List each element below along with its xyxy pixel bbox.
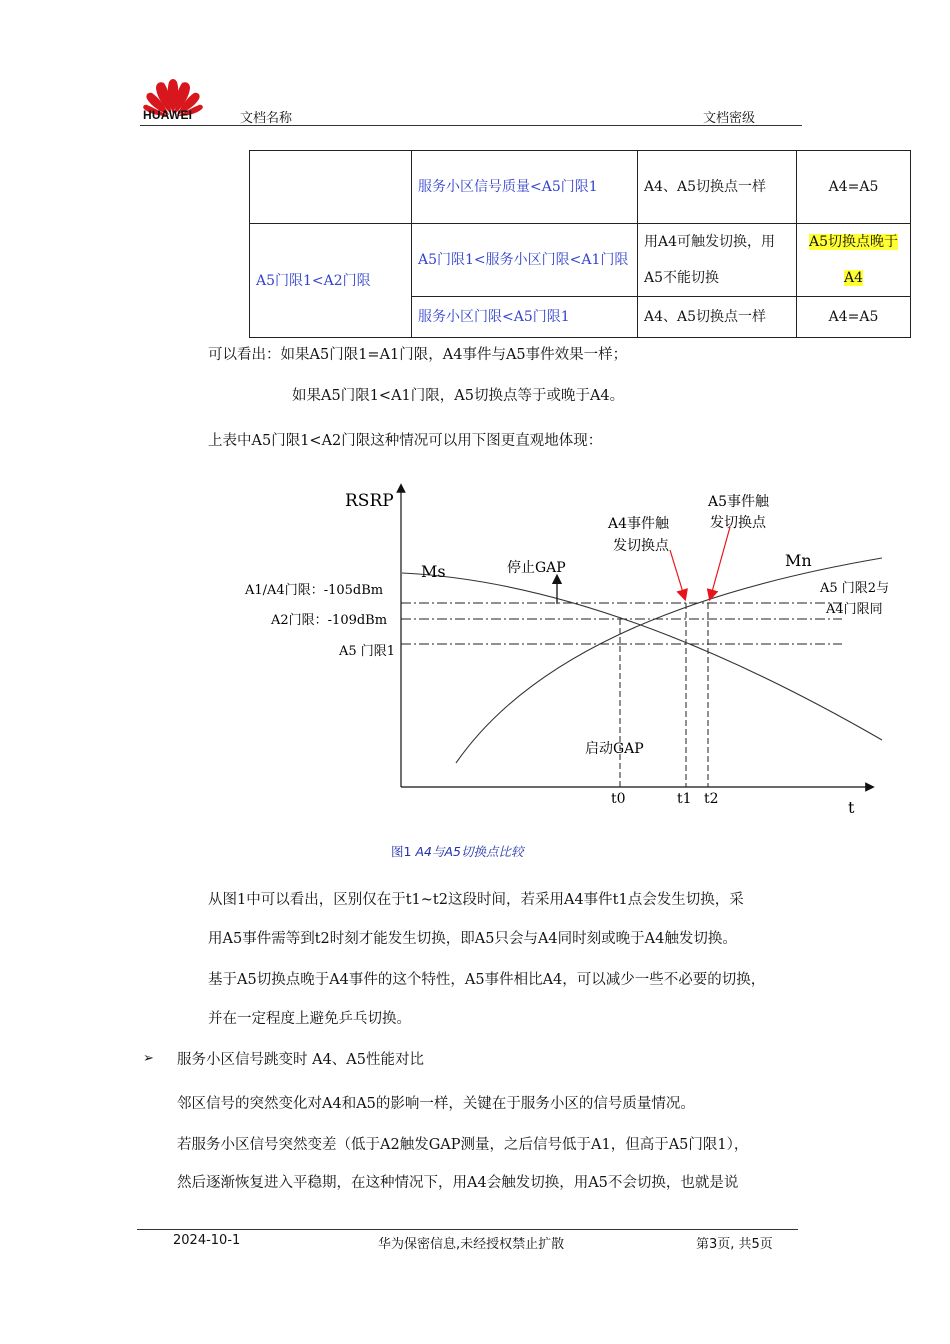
caption-text: A4与A5切换点比较 [415, 844, 524, 859]
ms-curve-label: Ms [421, 562, 446, 581]
table-cell: A5门限1<服务小区门限<A1门限 [412, 224, 638, 297]
stop-gap-label: 停止GAP [507, 560, 566, 576]
footer-page-number: 第3页, 共5页 [696, 1237, 773, 1252]
x-axis-label: t [848, 798, 855, 817]
y-axis-label: RSRP [345, 491, 394, 511]
a2-threshold-label: A2门限：-109dBm [271, 613, 388, 628]
table-cell: A4、A5切换点一样 [638, 151, 797, 224]
bullet-arrow-icon: ➢ [143, 1051, 154, 1066]
paragraph: 然后逐渐恢复进入平稳期，在这种情况下，用A4会触发切换，用A5不会切换，也就是说 [177, 1175, 739, 1191]
paragraph: 并在一定程度上避免乒乓切换。 [208, 1011, 411, 1027]
table-row [250, 151, 911, 224]
footer-date: 2024-10-1 [173, 1233, 241, 1248]
paragraph: 用A5事件需等到t2时刻才能发生切换，即A5只会与A4同时刻或晚于A4触发切换。 [208, 931, 737, 947]
mn-curve [456, 558, 882, 763]
paragraph: 从图1中可以看出，区别仅在于t1~t2这段时间，若采用A4事件t1点会发生切换，采 [208, 892, 744, 908]
mn-curve-label: Mn [785, 551, 812, 570]
a4-trigger-label: 发切换点 [613, 538, 669, 554]
a5-threshold2-label: A5 门限2与 [820, 581, 890, 596]
highlighted-text: A5切换点晚于A4 [808, 234, 899, 286]
paragraph: 如果A5门限1<A1门限，A5切换点等于或晚于A4。 [292, 388, 625, 404]
table-cell [250, 151, 412, 224]
a5-threshold1-label: A5 门限1 [339, 644, 396, 659]
table-cell: 服务小区信号质量<A5门限1 [412, 151, 638, 224]
footer-divider [137, 1229, 798, 1230]
paragraph: 可以看出：如果A5门限1=A1门限，A4事件与A5事件效果一样； [208, 347, 628, 363]
bullet-heading: 服务小区信号跳变时 A4、A5性能对比 [177, 1052, 425, 1068]
comparison-table [249, 150, 911, 338]
footer-notice: 华为保密信息,未经授权禁止扩散 [378, 1237, 565, 1252]
huawei-logo-text: HUAWEI [143, 108, 193, 122]
t2-label: t2 [704, 791, 719, 807]
a1a4-threshold-label: A1/A4门限：-105dBm [245, 583, 384, 598]
table-cell: 服务小区门限<A5门限1 [412, 297, 638, 338]
a4-trigger-label: A4事件触 [608, 516, 670, 532]
header-doc-secret: 文档密级 [703, 111, 756, 126]
rsrp-chart [230, 478, 890, 823]
t0-label: t0 [611, 791, 626, 807]
table-cell: A4、A5切换点一样 [638, 297, 797, 338]
start-gap-label: 启动GAP [585, 741, 644, 757]
a4-trigger-arrow [670, 550, 685, 599]
table-cell: A5门限1<A2门限 [250, 224, 412, 338]
table-cell: A4=A5 [797, 297, 911, 338]
caption-prefix: 图1 [391, 844, 412, 859]
figure-caption [391, 842, 523, 860]
a5-trigger-label: A5事件触 [708, 494, 770, 510]
header-doc-name: 文档名称 [240, 111, 293, 126]
paragraph: 邻区信号的突然变化对A4和A5的影响一样，关键在于服务小区的信号质量情况。 [177, 1096, 695, 1112]
t1-label: t1 [677, 791, 692, 807]
a5-threshold2-label: A4门限同 [826, 602, 883, 617]
table-row [250, 224, 911, 297]
a5-trigger-label: 发切换点 [710, 515, 766, 531]
table-cell: 用A4可触发切换，用A5不能切换 [638, 224, 797, 297]
paragraph: 基于A5切换点晚于A4事件的这个特性，A5事件相比A4，可以减少一些不必要的切换， [208, 972, 766, 988]
table-cell-highlight [797, 224, 911, 297]
ms-curve [402, 573, 882, 740]
table-cell: A4=A5 [797, 151, 911, 224]
paragraph: 若服务小区信号突然变差（低于A2触发GAP测量，之后信号低于A1，但高于A5门限1）， [177, 1137, 749, 1153]
paragraph: 上表中A5门限1<A2门限这种情况可以用下图更直观地体现： [208, 433, 603, 449]
a5-trigger-arrow [710, 527, 730, 599]
header-divider [140, 125, 802, 126]
